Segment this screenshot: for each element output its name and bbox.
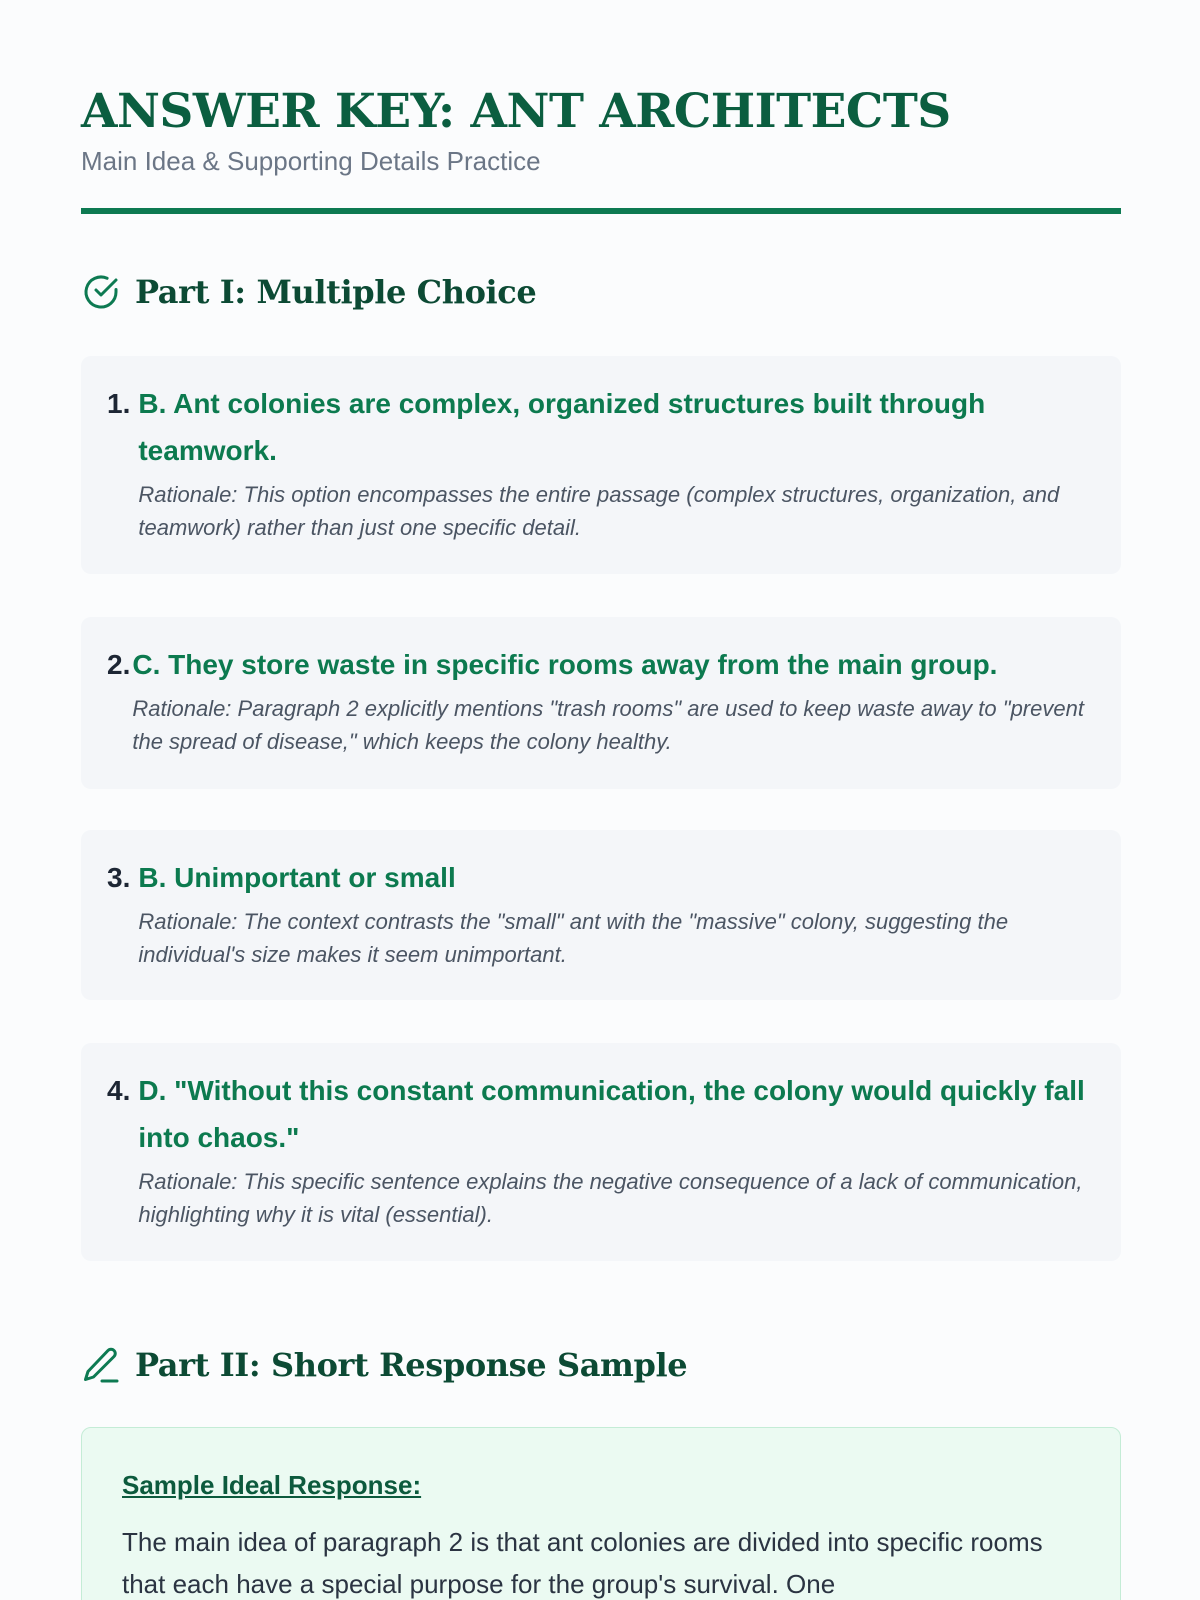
part1-heading-label: Part I: Multiple Choice xyxy=(135,273,537,311)
question-answer: D. "Without this constant communication, the colony would quickly fall into chaos." xyxy=(138,1075,1085,1153)
check-circle-icon xyxy=(81,272,121,312)
question-answer: B. Ant colonies are complex, organized structures built through teamwork. xyxy=(138,388,986,466)
sample-response-heading: Sample Ideal Response: xyxy=(122,1470,422,1500)
pencil-icon xyxy=(81,1345,121,1385)
question-number: 4. xyxy=(107,1075,131,1106)
sample-response-text: The main idea of paragraph 2 is that ant colonies are divided into specific rooms that each have a special purpose for the group's survival. One xyxy=(122,1527,1043,1599)
question-answer: C. They store waste in specific rooms away from the main group. xyxy=(132,649,998,680)
question-rationale: Rationale: Paragraph 2 explicitly mentions "trash rooms" are used to keep waste away to "prevent the spread of disease," which keeps the colony healthy. xyxy=(132,696,1084,754)
question-rationale: Rationale: This option encompasses the entire passage (complex structures, organization, and teamwork) rather than just one specific detail. xyxy=(138,482,1060,540)
question-number: 2. xyxy=(107,649,131,680)
question-answer: B. Unimportant or small xyxy=(138,862,456,893)
question-rationale: Rationale: This specific sentence explains the negative consequence of a lack of communication, highlighting why it is vital (essential). xyxy=(138,1169,1083,1227)
question-rationale: Rationale: The context contrasts the "small" ant with the "massive" colony, suggesting the individual's size makes it seem unimportant. xyxy=(138,909,1009,967)
sample-response-box xyxy=(81,1427,1121,1600)
question-card-2 xyxy=(81,617,1121,789)
question-card-3 xyxy=(81,830,1121,1000)
question-number: 3. xyxy=(107,862,131,893)
title-divider xyxy=(81,208,1121,214)
page-subtitle: Main Idea & Supporting Details Practice xyxy=(81,146,541,176)
part2-heading-label: Part II: Short Response Sample xyxy=(135,1346,688,1384)
question-card-4 xyxy=(81,1043,1121,1261)
part1-heading xyxy=(81,270,536,314)
part2-heading xyxy=(81,1343,687,1387)
question-card-1 xyxy=(81,356,1121,574)
question-number: 1. xyxy=(107,388,131,419)
page-title: ANSWER KEY: ANT ARCHITECTS xyxy=(81,84,951,139)
